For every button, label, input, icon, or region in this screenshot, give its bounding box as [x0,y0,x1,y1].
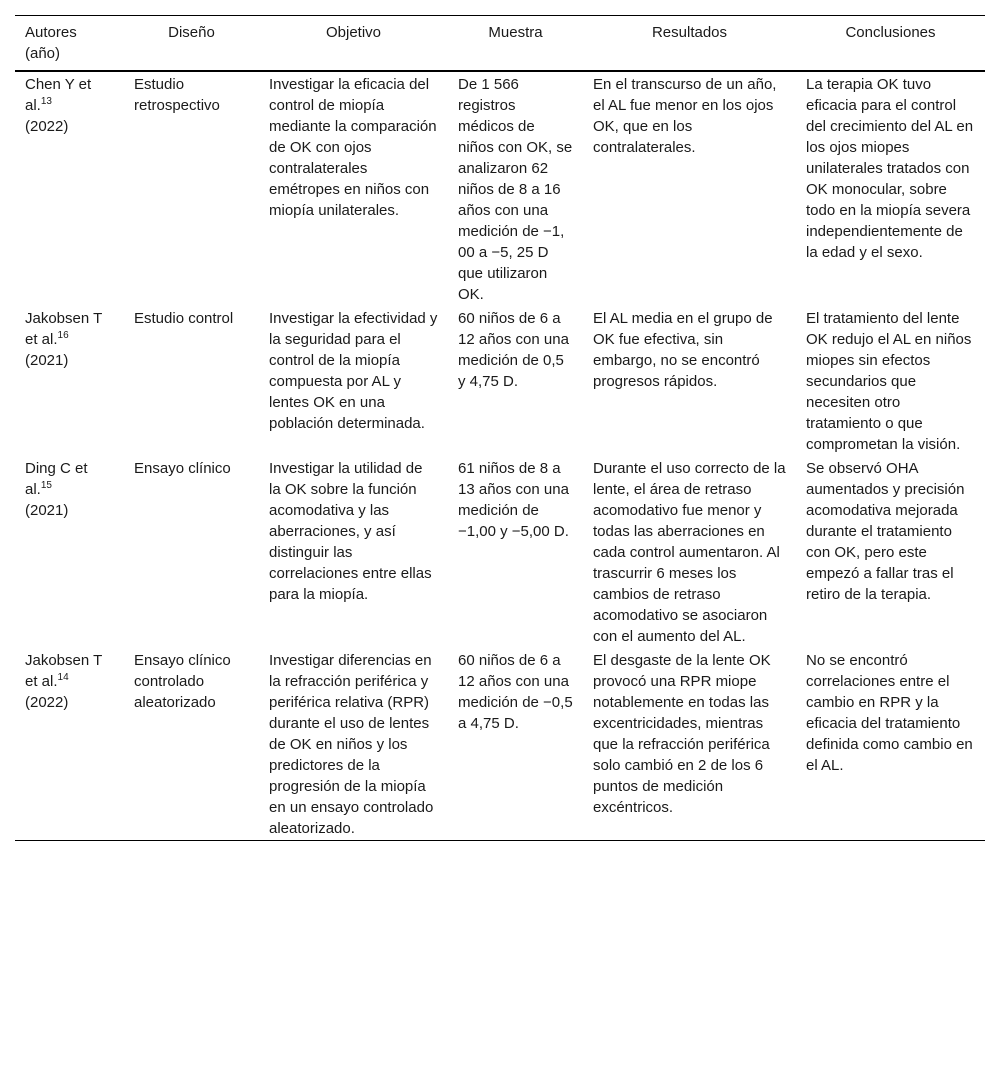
cell-results: El desgaste de la lente OK provocó una RPR miope notablemente en todas las excentricidades, mientras que la refracción periférica solo cambió en 2 de los 6 puntos de medición excéntricos. [593,652,771,816]
cell-design: Ensayo clínico [134,460,231,477]
author-ref: 16 [57,330,69,341]
author-name: Ding C et al. [25,460,88,498]
author-name: Jakobsen T et al. [25,310,102,348]
header-conclusions: Conclusiones [845,24,936,41]
cell-sample: 61 niños de 8 a 13 años con una medición de −1,00 y −5,00 D. [458,460,569,540]
cell-objective: Investigar diferencias en la refracción periférica y periférica relativa (RPR) durante el uso de lentes de OK en niños y los predictores de la progresión de la miopía en un ensayo controlado aleatorizado. [269,652,434,837]
table-row [15,456,985,648]
header-objective: Objetivo [325,24,382,41]
cell-conclusions: Se observó OHA aumentados y precisión acomodativa mejorada durante el tratamiento con OK, pero este empezó a fallar tras el retiro de la terapia. [806,460,965,603]
author-name: Chen Y et al. [25,76,92,114]
author-year: (2022) [25,694,69,711]
cell-sample: 60 niños de 6 a 12 años con una medición de 0,5 y 4,75 D. [458,310,569,390]
author-name: Jakobsen T et al. [25,652,102,690]
cell-objective: Investigar la utilidad de la OK sobre la función acomodativa y las aberraciones, y así distinguir las correlaciones entre ellas para la miopía. [269,460,432,603]
table-row [15,648,985,841]
author-year: (2022) [25,118,69,135]
author-ref: 14 [57,672,69,683]
cell-authors [15,456,124,648]
author-year: (2021) [25,502,69,519]
cell-conclusions: El tratamiento del lente OK redujo el AL en niños miopes sin efectos secundarios que necesiten otro tratamiento o que comprometan la visión. [806,310,972,453]
cell-design: Ensayo clínico controlado aleatorizado [134,652,231,711]
cell-authors [15,648,124,841]
cell-design: Estudio retrospectivo [134,76,220,114]
header-design: Diseño [168,24,215,41]
author-ref: 15 [40,480,52,491]
author-ref: 13 [40,96,52,107]
cell-results: El AL media en el grupo de OK fue efectiva, sin embargo, no se encontró progresos rápidos. [593,310,773,390]
cell-sample: 60 niños de 6 a 12 años con una medición de −0,5 a 4,75 D. [458,652,573,732]
cell-authors [15,306,124,456]
cell-conclusions: La terapia OK tuvo eficacia para el control del crecimiento del AL en los ojos miopes unilaterales tratados con OK monocular, sobre todo en la miopía severa independientemente de la edad y el sexo. [806,76,974,261]
cell-results: Durante el uso correcto de la lente, el área de retraso acomodativo fue menor y todas las aberraciones en cada control aumentaron. Al trascurrir 6 meses los cambios de retraso acomodativo se asociaron con el aumento del AL. [593,460,786,645]
cell-objective: Investigar la eficacia del control de miopía mediante la comparación de OK con ojos contralaterales emétropes en niños con miopía unilaterales. [269,76,437,219]
cell-results: En el transcurso de un año, el AL fue menor en los ojos OK, que en los contralaterales. [593,76,777,156]
cell-conclusions: No se encontró correlaciones entre el cambio en RPR y la eficacia del tratamiento definida como cambio en el AL. [806,652,973,774]
header-authors: Autores (año) [25,24,77,62]
table-row [15,71,985,306]
table-row [15,306,985,456]
author-year: (2021) [25,352,69,369]
cell-sample: De 1 566 registros médicos de niños con OK, se analizaron 62 niños de 8 a 16 años con una medición de −1, 00 a −5, 25 D que utilizaron OK. [458,76,573,303]
header-results: Resultados [651,24,728,41]
header-sample: Muestra [488,24,543,41]
studies-table-container [15,15,985,841]
cell-objective: Investigar la efectividad y la seguridad para el control de la miopía compuesta por AL y lentes OK en una población determinada. [269,310,438,432]
cell-design: Estudio control [134,310,234,327]
cell-authors [15,71,124,306]
table-header-row [15,16,985,72]
studies-table [15,15,985,841]
